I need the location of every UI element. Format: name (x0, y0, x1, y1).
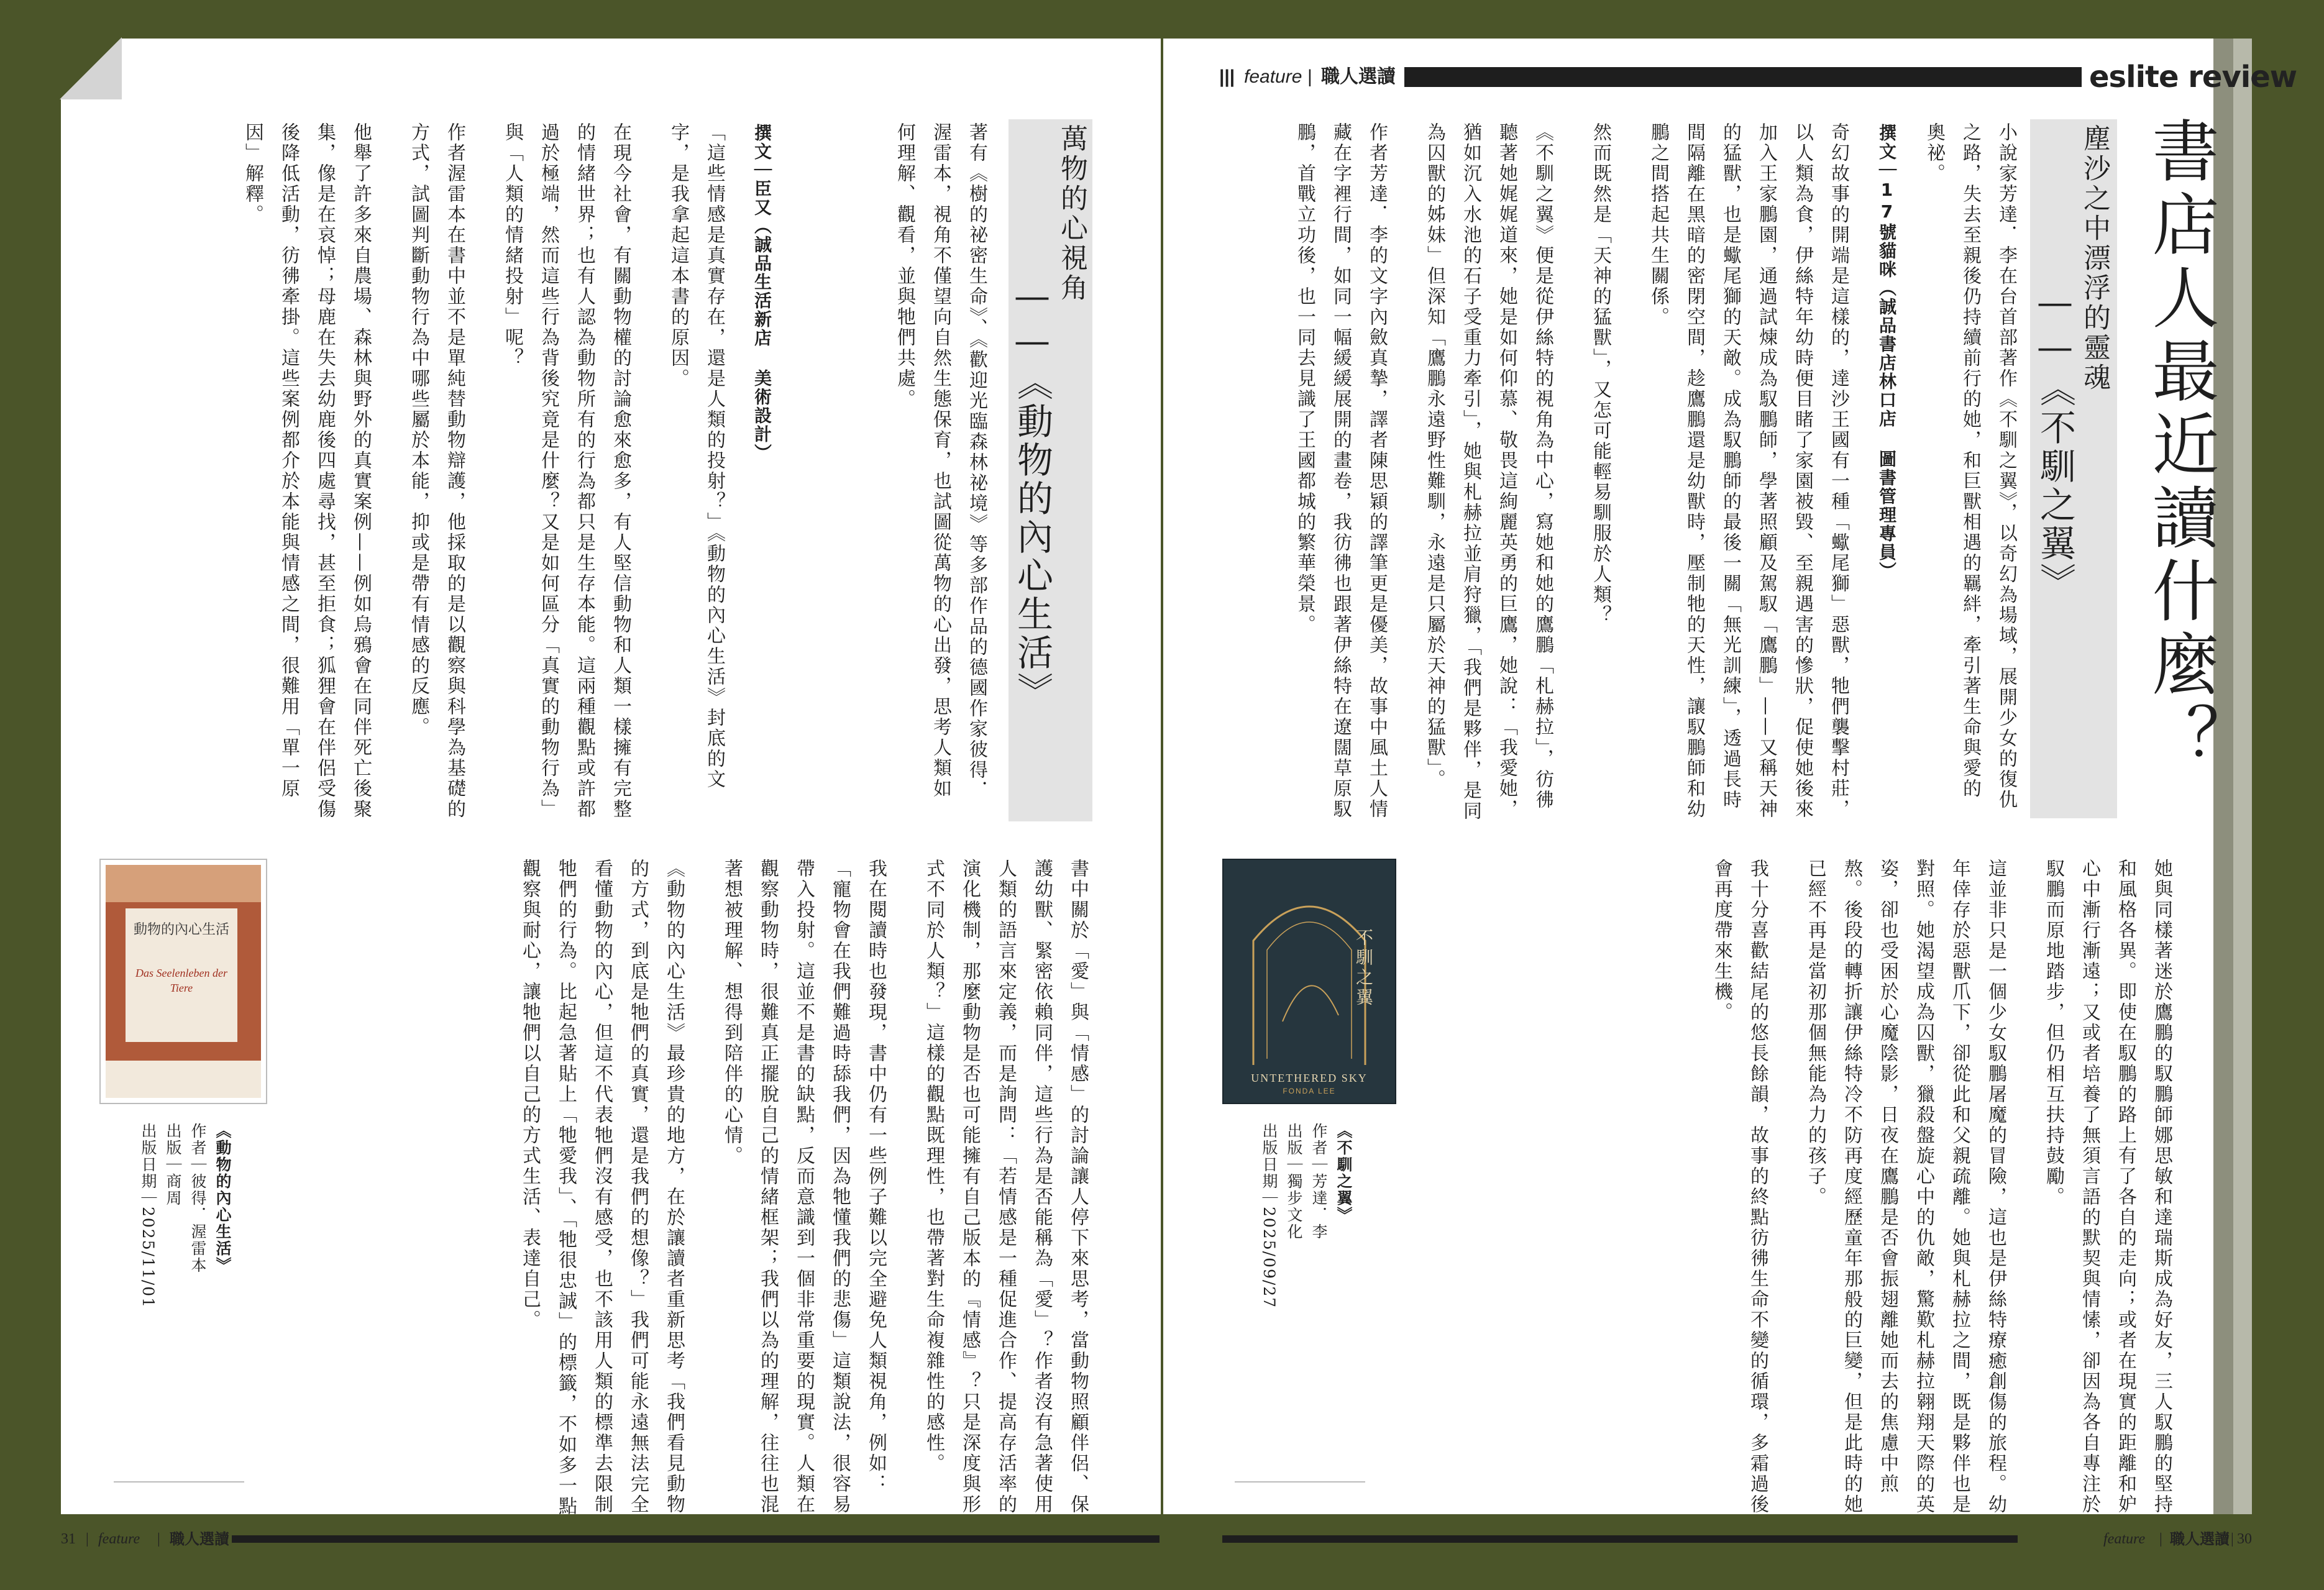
footer-column: 職人選讀 (170, 1530, 229, 1548)
review2-paragraph: 他舉了許多來自農場、森林與野外的真實案例——例如烏鴉會在同伴死亡後聚集，像是在哀悼；母鹿在失去幼鹿後四處尋找，甚至拒食；狐狸會在伴侶受傷後降低活動，彷彿牽掛。這些案例都介於本能與情感之間，很難用「單一原因」解釋。 (242, 122, 372, 820)
page-number-right: 30 (2237, 1531, 2252, 1547)
footer-separator: | (157, 1531, 160, 1547)
cover-title-en: UNTETHERED SKY (1251, 1072, 1368, 1084)
review1-paragraph: 這並非只是一個少女馭鵬屠魔的冒險，這也是伊絲特療癒創傷的旅程。幼年倖存於惡獸爪下，卻從此和父親疏離。她與札赫拉之間，既是夥伴也是對照。她渴望成為囚獸，獵殺盤旋心中的仇敵，驚歎札赫拉翱翔天際的英姿，卻也受困於心魔陰影，日夜在鷹鵬是否會振翅離她而去的焦慮中煎熬。後段的轉折讓伊絲特冷不防再度經歷童年那般的巨變，但是此時的她已經不再是當初那個無能為力的孩子。 (1805, 859, 2006, 1515)
header-rule (1404, 67, 2082, 87)
footer-separator: | (2231, 1531, 2234, 1547)
divider (114, 1481, 244, 1483)
review1-kicker: 塵沙之中漂浮的靈魂 (2079, 124, 2110, 393)
footer-column: 職人選讀 (2170, 1530, 2230, 1548)
review1-paragraph: 《不馴之翼》便是從伊絲特的視角為中心，寫她和她的鷹鵬「札赫拉」，彷彿聽著她娓娓道來，她是如何仰慕、敬畏這絢麗英勇的巨鷹，她說：「我愛她，猶如沉入水池的石子受重力牽引」，她與札赫拉並肩狩獵，「我們是夥伴，是同為囚獸的姊妹」但深知「鷹鵬永遠野性難馴，永遠是只屬於天神的猛獸」。 (1424, 122, 1553, 821)
right-page (1163, 39, 2297, 1548)
review1-book-info (1256, 1123, 1356, 1384)
footer-rule (1222, 1535, 2018, 1543)
review2-intro: 著有《樹的祕密生命》、《歡迎光臨森林祕境》等多部作品的德國作家彼得．渥雷本，視角不僅望向自然生態保育，也試圖從萬物的心出發，思考人類如何理解、觀看，並與牠們共處。 (894, 122, 987, 801)
book-info-author: 作者｜彼得．渥雷本 (189, 1123, 207, 1274)
divider (1235, 1481, 1365, 1483)
review2-byline: 撰文｜臣又（誠品生活新店 美術設計） (752, 124, 772, 462)
footer-feature: feature (2103, 1531, 2146, 1547)
review2-body-top (73, 122, 732, 821)
review2-book-info (135, 1123, 235, 1384)
review1-paragraph: 作者芳達．李的文字內斂真摯，譯者陳思穎的譯筆更是優美，故事中風土人情藏在字裡行間，如同一幅緩緩展開的畫卷，我彷彿也跟著伊絲特在遼闊草原馭鵬，首戰立功後，也一同去見識了王國都城的繁華榮景。 (1294, 122, 1388, 820)
review2-paragraph: 在現今社會，有關動物權的討論愈來愈多，有人堅信動物和人類一樣擁有完整的情緒世界；也有人認為動物所有的行為都只是生存本能。這兩種觀點或許都過於極端，然而這些行為背後究竟是什麼？又是如何區分「真實的動物行為」與「人類的情緒投射」呢？ (501, 122, 631, 820)
header-column: 職人選讀 (1321, 66, 1396, 88)
footer-separator: | (2159, 1531, 2162, 1547)
book-info-date: 出版日期｜2025/11/01 (139, 1123, 157, 1309)
review1-byline: 撰文｜17號貓咪（誠品書店林口店 圖書管理專員） (1877, 124, 1897, 580)
review2-paragraph: 我在閱讀時也發現，書中仍有一些例子難以完全避免人類視角，例如：「寵物會在我們難過時舔我們，因為牠懂我們的悲傷」這類說法，很容易帶入投射。這並不是書的缺點，反而意識到一個非常重要的現實。人類在觀察動物時，很難真正擺脫自己的情緒框架；我們以為的理解，往往也混著想被理解、想得到陪伴的心情。 (721, 859, 887, 1515)
header-brand: eslite review (2089, 60, 2297, 94)
review1-paragraph: 奇幻故事的開端是這樣的，達沙王國有一種「蠍尾獅」惡獸，牠們襲擊村莊，以人類為食，伊絲特年幼時便目睹了家園被毀、至親遇害的慘狀，促使她後來加入王家鵬園，通過試煉成為馭鵬師，學著照顧及駕馭「鷹鵬」——又稱天神的猛獸，也是蠍尾獅的天敵。成為馭鵬師的最後一關「無光訓練」，透過長時間隔離在黑暗的密閉空間，趁鷹鵬還是幼獸時，壓制牠的天性，讓馭鵬師和幼鵬之間搭起共生關係。 (1647, 122, 1849, 820)
review2-paragraph: 《動物的內心生活》最珍貴的地方，在於讓讀者重新思考「我們看見動物的方式，到底是牠們的真實，還是我們的想像？」我們可能永遠無法完全看懂動物的內心，但這不代表牠們沒有感受，也不該用人類的標準去限制牠們的行為。比起急著貼上「牠愛我」、「牠很忠誠」的標籤，不如多一點觀察與耐心，讓牠們以自己的方式生活、表達自己。 (519, 859, 685, 1517)
book-info-title: 《不馴之翼》 (1335, 1123, 1353, 1223)
header-separator: | (1307, 66, 1312, 87)
review2-book-cover (99, 859, 267, 1104)
cover-bottom-band (106, 1061, 261, 1098)
review2-paragraph: 作者渥雷本在書中並不是單純替動物辯護，他採取的是以觀察與科學為基礎的方式，試圖判斷動物行為中哪些屬於本能，抑或是帶有情感的反應。 (408, 122, 465, 820)
review2-title: ——《動物的內心生活》 (1011, 275, 1053, 711)
header-feature: feature (1244, 66, 1302, 87)
review1-body-bottom (1430, 859, 2179, 1517)
cover-title: 不馴之翼 (1353, 928, 1374, 1008)
review2-body-bottom (334, 859, 1096, 1517)
footer-feature: feature (98, 1531, 140, 1547)
review1-book-cover (1222, 859, 1396, 1104)
cover-author-en: FONDA LEE (1283, 1087, 1336, 1095)
review2-kicker: 萬物的心視角 (1056, 124, 1087, 303)
footer-separator: | (86, 1531, 89, 1547)
review2-paragraph: 「這些情感是真實存在，還是人類的投射？」《動物的內心生活》封底的文字，是我拿起這本書的原因。 (667, 122, 725, 790)
review1-paragraph: 然而既然是「天神的猛獸」，又怎可能輕易馴服於人類？ (1590, 122, 1611, 626)
book-info-publisher: 出版｜商周 (164, 1123, 182, 1207)
review1-title: ——《不馴之翼》 (2034, 281, 2076, 601)
header-mark: ||| (1219, 66, 1235, 87)
cover-subtitle-de: Das Seelenleben der Tiere (135, 967, 227, 994)
left-page (61, 39, 1161, 1548)
book-info-title: 《動物的內心生活》 (214, 1123, 232, 1274)
main-title: 書店人最近讀什麼？ (2141, 116, 2218, 776)
review1-paragraph: 她與同樣著迷於鷹鵬的馭鵬師娜思敏和達瑞斯成為好友，三人馭鵬的堅持和風格各異。即使在馭鵬的路上有了各自的走向；或者在現實的距離和妒心中漸行漸遠；又或者培養了無須言語的默契與情愫，卻因為各自專注於馭鵬而原地踏步，但仍相互扶持鼓勵。 (2043, 859, 2172, 1515)
review1-intro: 小說家芳達．李在台首部著作《不馴之翼》，以奇幻為場域，展開少女的復仇之路，失去至親後仍持續前行的她，和巨獸相遇的羈絆，牽引著生命與愛的奧祕。 (1923, 122, 2017, 810)
review1-body-top (1207, 122, 1856, 821)
folded-corner (60, 37, 122, 99)
book-info-date: 出版日期｜2025/09/27 (1260, 1123, 1278, 1309)
book-info-publisher: 出版｜獨步文化 (1285, 1123, 1303, 1240)
cover-artwork-top (106, 865, 261, 902)
edge-stripe (2233, 39, 2252, 1514)
book-info-author: 作者｜芳達．李 (1310, 1123, 1328, 1240)
footer-rule (232, 1535, 1160, 1543)
review2-paragraph: 書中關於「愛」與「情感」的討論讓人停下來思考，當動物照顧伴侶、保護幼獸、緊密依賴同伴，這些行為是否能稱為「愛」？作者沒有急著使用人類的語言來定義，而是詢問：「若情感是一種促進合作、提高存活率的演化機制，那麼動物是否也可能擁有自己版本的『情感』？只是深度與形式不同於人類？」這樣的觀點既理性，也帶著對生命複雜性的感性。 (923, 859, 1089, 1515)
cover-title: 動物的內心生活 (133, 922, 229, 938)
review1-paragraph: 我十分喜歡結尾的悠長餘韻，故事的終點彷彿生命不變的循環，多霜過後會再度帶來生機。 (1711, 859, 1768, 1515)
page-number-left: 31 (61, 1531, 76, 1547)
